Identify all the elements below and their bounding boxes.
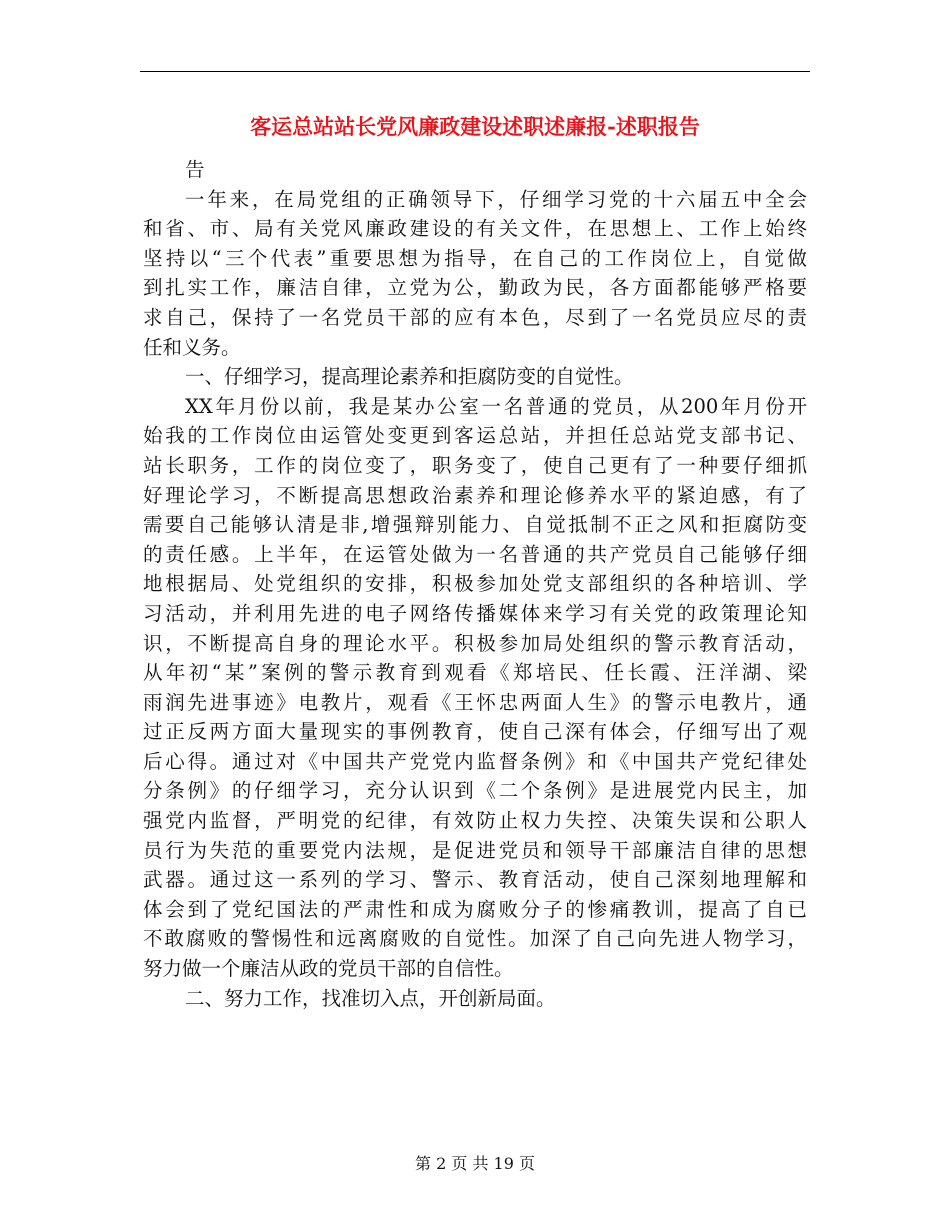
paragraph-line: 雨润先进事迹》电教片，观看《王怀忠两面人生》的警示电教片，通 [143,690,807,714]
paragraph-line: 二、努力工作，找准切入点，开创新局面。 [185,986,556,1010]
paragraph-line: XX年月份以前，我是某办公室一名普通的党员，从200年月份开 [185,394,807,418]
paragraph-line: 站长职务，工作的岗位变了，职务变了，使自己更有了一种要仔细抓 [143,453,807,477]
paragraph-line: 地根据局、处党组织的安排，积极参加处党支部组织的各种培训、学 [143,572,807,596]
paragraph-line: 一年来，在局党组的正确领导下，仔细学习党的十六届五中全会 [185,187,807,211]
paragraph-line: 一、仔细学习，提高理论素养和拒腐防变的自觉性。 [185,365,634,389]
paragraph-line: 后心得。通过对《中国共产党党内监督条例》和《中国共产党纪律处 [143,749,807,773]
paragraph-line: 习活动，并利用先进的电子网络传播媒体来学习有关党的政策理论知 [143,601,807,625]
paragraph-line: 的责任感。上半年，在运管处做为一名普通的共产党员自己能够仔细 [143,542,807,566]
document-title: 客运总站站长党风廉政建设述职述廉报-述职报告 [250,114,700,139]
paragraph-line: 好理论学习，不断提高思想政治素养和理论修养水平的紧迫感，有了 [143,483,807,507]
paragraph-line: 坚持以“三个代表”重要思想为指导，在自己的工作岗位上，自觉做 [143,246,807,270]
paragraph-line: 求自己，保持了一名党员干部的应有本色，尽到了一名党员应尽的责 [143,305,807,329]
paragraph-line: 过正反两方面大量现实的事例教育，使自己深有体会，仔细写出了观 [143,720,807,744]
paragraph-line: 不敢腐败的警惕性和远离腐败的自觉性。加深了自己向先进人物学习， [143,927,807,951]
paragraph-line: 武器。通过这一系列的学习、警示、教育活动，使自己深刻地理解和 [143,868,807,892]
paragraph-line: 强党内监督，严明党的纪律，有效防止权力失控、决策失误和公职人 [143,809,807,833]
paragraph-line: 需要自己能够认清是非,增强辩别能力、自觉抵制不正之风和拒腐防变 [143,513,807,537]
paragraph-line: 分条例》的仔细学习，充分认识到《二个条例》是进展党内民主，加 [143,779,807,803]
paragraph-line: 员行为失范的重要党内法规，是促进党员和领导干部廉洁自律的思想 [143,838,807,862]
paragraph-line: 体会到了党纪国法的严肃性和成为腐败分子的惨痛教训，提高了自已 [143,897,807,921]
page-number-footer: 第 2 页 共 19 页 [415,1154,535,1173]
paragraph-line: 从年初“某”案例的警示教育到观看《郑培民、任长霞、汪洋湖、梁 [143,661,807,685]
header-rule [140,71,810,72]
document-body [143,155,807,1013]
paragraph-line: 始我的工作岗位由运管处变更到客运总站，并担任总站党支部书记、 [143,424,807,448]
paragraph-line: 识，不断提高自身的理论水平。积极参加局处组织的警示教育活动， [143,631,807,655]
paragraph-line: 到扎实工作，廉洁自律，立党为公，勤政为民，各方面都能够严格要 [143,276,807,300]
paragraph-line: 任和义务。 [143,335,241,359]
paragraph-line: 告 [185,158,205,181]
paragraph-line: 努力做一个廉洁从政的党员干部的自信性。 [143,957,514,981]
paragraph-line: 和省、市、局有关党风廉政建设的有关文件，在思想上、工作上始终 [143,217,807,241]
